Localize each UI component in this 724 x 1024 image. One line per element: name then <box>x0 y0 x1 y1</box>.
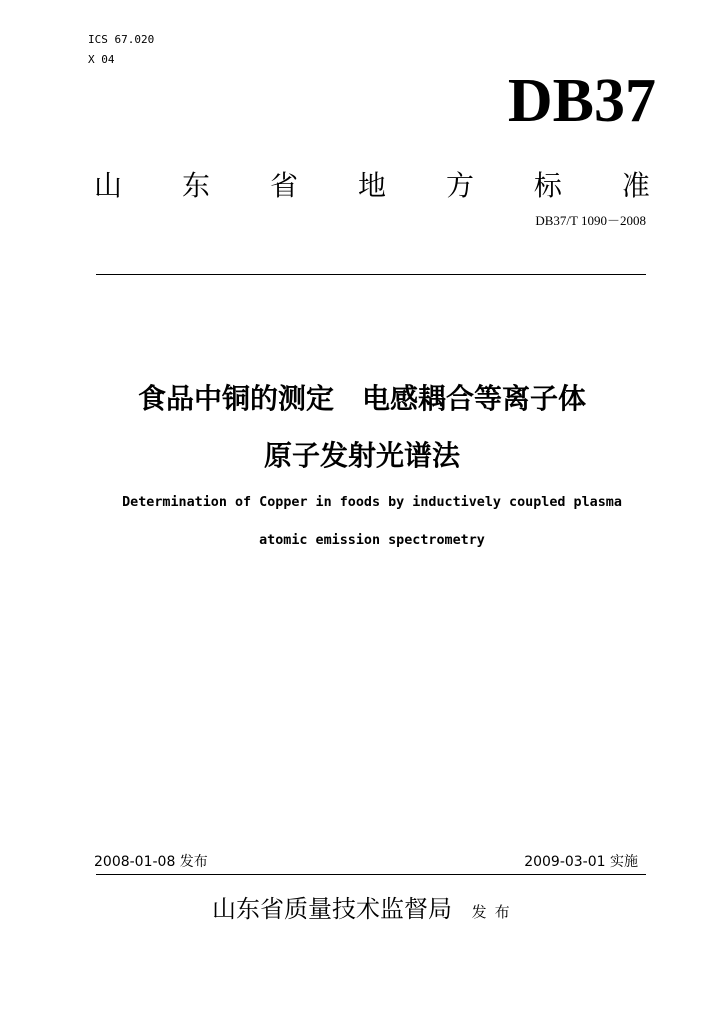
agency-char: 方 <box>445 169 474 202</box>
classification-code: X 04 <box>88 53 115 66</box>
title-chinese-line-2: 原子发射光谱法 <box>263 439 460 472</box>
issue-date: 2008-01-08 发布 <box>94 854 208 870</box>
bottom-divider <box>96 874 646 875</box>
title-english-line-2: atomic emission spectrometry <box>259 533 485 548</box>
agency-char: 准 <box>621 169 650 202</box>
standard-code-logo: DB37 <box>507 67 656 135</box>
ics-code: ICS 67.020 <box>88 33 155 46</box>
agency-char: 地 <box>357 169 386 202</box>
publisher <box>212 893 518 928</box>
title-english-line-1: Determination of Copper in foods by inductively coupled plasma <box>122 495 622 510</box>
publisher-issued-label: 发布 <box>471 903 518 921</box>
title-chinese-line-1: 食品中铜的测定 电感耦合等离子体 <box>137 382 586 415</box>
publisher-name: 山东省质量技术监督局 <box>212 895 452 923</box>
agency-char: 东 <box>181 169 210 202</box>
implementation-date: 2009-03-01 实施 <box>524 854 638 870</box>
standard-number: DB37/T 1090－2008 <box>535 213 646 228</box>
agency-char: 山 <box>94 169 123 202</box>
agency-char: 省 <box>269 169 298 202</box>
top-divider <box>96 274 646 275</box>
agency-title <box>94 168 650 204</box>
agency-char: 标 <box>533 169 562 202</box>
